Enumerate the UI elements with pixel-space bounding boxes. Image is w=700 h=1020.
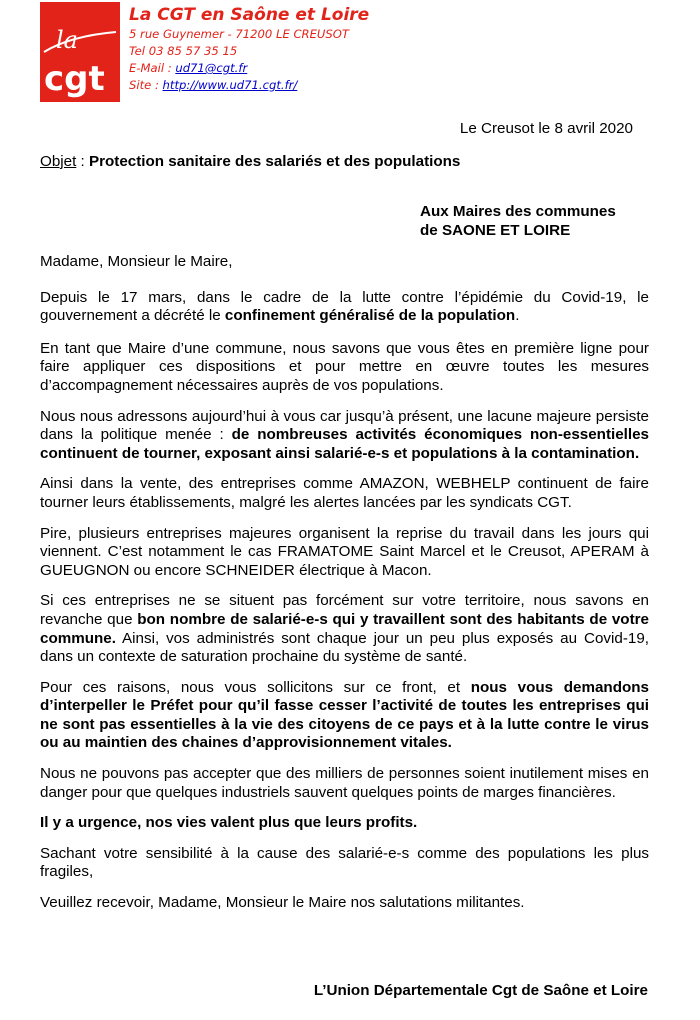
email-link[interactable]: ud71@cgt.fr <box>175 61 248 75</box>
organization-address: 5 rue Guynemer - 71200 LE CREUSOT <box>129 27 349 41</box>
letter-subject <box>40 153 460 170</box>
paragraph-2: En tant que Maire d’une commune, nous savons que vous êtes en première ligne pour faire appliquer ces dispositions et pour mettre en œuvre toutes les mesures d’accompagnement nécessaires auprès de vos populations. <box>40 339 649 394</box>
organization-header <box>129 4 369 94</box>
paragraph-4: Ainsi dans la vente, des entreprises comme AMAZON, WEBHELP continuent de faire tourner leurs établissements, malgré les alertes lancées par les syndicats CGT. <box>40 475 649 511</box>
recipient-line-2: de SAONE ET LOIRE <box>420 222 571 239</box>
letter-body <box>40 253 649 925</box>
paragraph-3: Nous nous adressons aujourd’hui à vous car jusqu’à présent, une lacune majeure persiste dans la politique menée : de nombreuses activités économiques non-essentielles continuent de tourner, exposant ainsi salarié-e-s et populations à la contamination. <box>40 407 649 462</box>
paragraph-10: Sachant votre sensibilité à la cause des salarié-e-s comme des populations les plus fragiles, <box>40 844 649 881</box>
subject-text: Protection sanitaire des salariés et des populations <box>88 153 461 170</box>
organization-site-line <box>129 77 369 94</box>
letter-signature: L’Union Départementale Cgt de Saône et Loire <box>313 982 648 999</box>
paragraph-5: Pire, plusieurs entreprises majeures organisent la reprise du travail dans les jours qui viennent. C’est notamment le cas FRAMATOME Saint Marcel et le Creusot, APERAM à GUEUGNON ou encore SCHNEIDER électrique à Macon. <box>40 524 649 579</box>
organization-phone: Tel 03 85 57 35 15 <box>129 44 238 58</box>
site-label: Site : <box>129 78 163 92</box>
paragraph-9: Il y a urgence, nos vies valent plus que leurs profits. <box>40 814 418 832</box>
subject-separator: : <box>76 153 89 170</box>
letter-recipient <box>420 202 616 240</box>
logo-text-la: la <box>56 26 78 54</box>
paragraph-11: Veuillez recevoir, Madame, Monsieur le Maire nos salutations militantes. <box>40 894 525 912</box>
recipient-line-1: Aux Maires des communes <box>420 203 616 220</box>
email-label: E-Mail : <box>129 61 176 75</box>
salutation: Madame, Monsieur le Maire, <box>40 253 233 270</box>
logo-text-cgt: cgt <box>44 59 105 99</box>
letter-date: Le Creusot le 8 avril 2020 <box>459 120 633 137</box>
paragraph-8: Nous ne pouvons pas accepter que des milliers de personnes soient inutilement mises en danger pour que quelques industriels sauvent quelques points de marges financières. <box>40 765 649 801</box>
subject-label: Objet <box>40 153 77 170</box>
paragraph-7: Pour ces raisons, nous vous sollicitons sur ce front, et nous vous demandons d’interpeller le Préfet pour qu’il fasse cesser l’activité de toutes les entreprises qui ne sont pas essentielles à la vie des citoyens de ce pays et à la lutte contre le virus ou au maintien des chaines d’approvisionnement vitales. <box>40 678 649 752</box>
cgt-logo <box>40 2 120 102</box>
organization-email-line <box>129 60 369 77</box>
organization-name: La CGT en Saône et Loire <box>129 5 370 25</box>
paragraph-6: Si ces entreprises ne se situent pas forcément sur votre territoire, nous savons en revanche que bon nombre de salarié-e-s qui y travaillent sont des habitants de votre commune. Ainsi, vos administrés sont chaque jour un peu plus exposés au Covid-19, dans un contexte de saturation prochaine du système de santé. <box>40 592 650 666</box>
paragraph-1: Depuis le 17 mars, dans le cadre de la lutte contre l’épidémie du Covid-19, le gouvernement a décrété le confinement généralisé de la population. <box>40 288 649 325</box>
site-link[interactable]: http://www.ud71.cgt.fr/ <box>162 78 298 92</box>
